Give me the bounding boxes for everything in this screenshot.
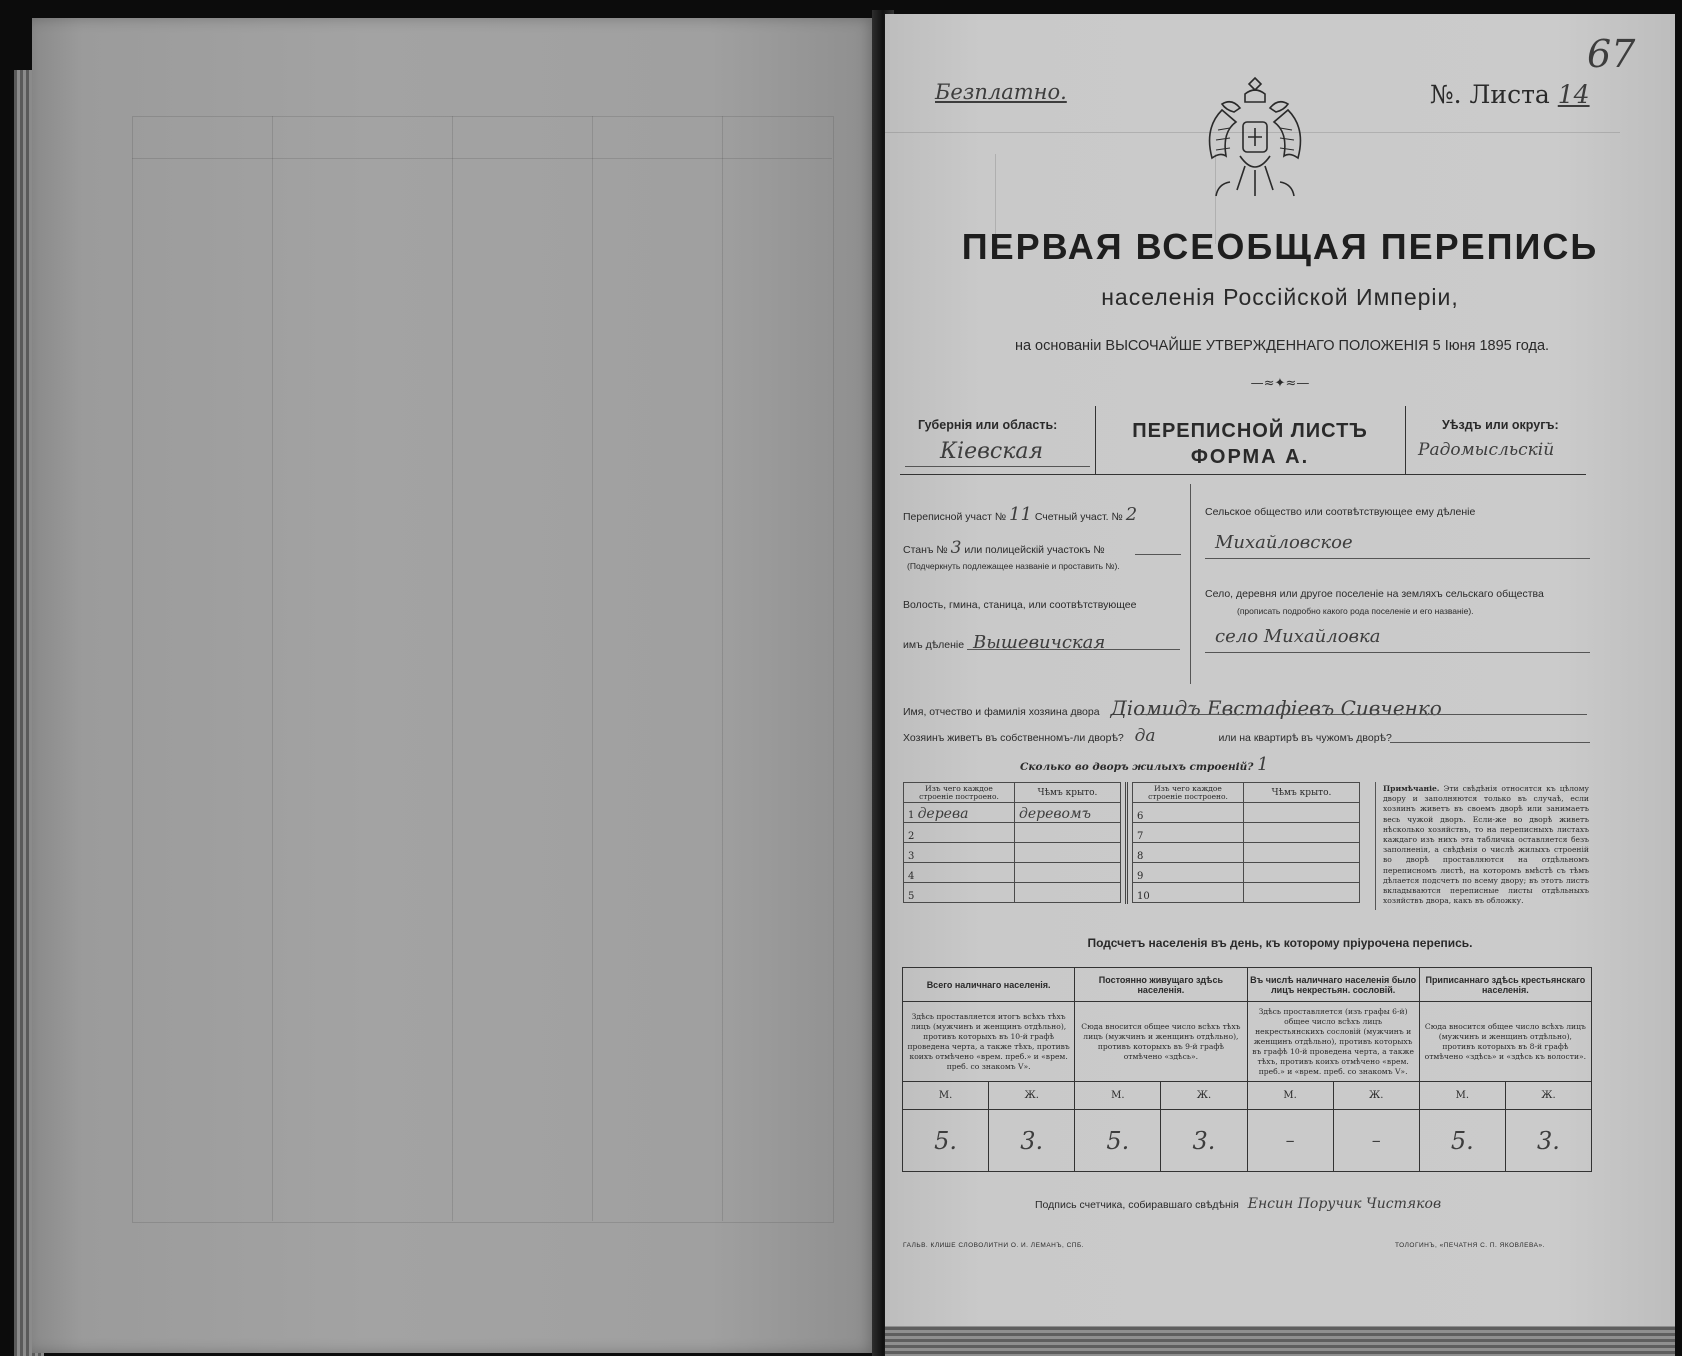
pop-total-male: 5.	[903, 1110, 989, 1172]
imperial-eagle-emblem	[1200, 70, 1310, 210]
col-material-header: Изъ чего каждое строеніе построено.	[904, 783, 1015, 803]
form-name: ФОРМА А.	[1190, 446, 1310, 468]
female-label: Ж.	[1161, 1082, 1247, 1110]
female-label: Ж.	[1333, 1082, 1419, 1110]
sheet-number-label: №. Листа	[1430, 80, 1550, 109]
population-title: Подсчетъ населенія въ день, къ которому пріурочена перепись.	[1087, 936, 1473, 950]
pop-total-female: 3.	[989, 1110, 1075, 1172]
pop-peasant-male: 5.	[1419, 1110, 1505, 1172]
title-ornament: —≈✦≈—	[1250, 376, 1310, 391]
table-row: 6	[1133, 803, 1360, 823]
table-row: 10	[1133, 883, 1360, 903]
printer-imprint-right: ТОЛОГИНЪ, «ПЕЧАТНЯ С. П. ЯКОВЛЕВА».	[1395, 1242, 1545, 1249]
guberniya-label: Губернія или область:	[918, 418, 1058, 432]
table-row: 1 дерева деревомъ	[904, 803, 1121, 823]
uyezd-label: Уѣздъ или округъ:	[1442, 418, 1559, 432]
census-district-field: Переписной участ № 11 Счетный участ. № 2	[903, 504, 1138, 525]
left-page	[32, 18, 878, 1353]
own-house-field: Хозяинъ живетъ въ собственномъ-ли дворѣ? да или на квартирѣ въ чужомъ дворѣ?	[903, 726, 1392, 746]
volost-label: Волость, гмина, станица, или соотвѣтствующее	[903, 599, 1137, 611]
uyezd-value: Радомысльскій	[1418, 440, 1555, 460]
col-material-header-2: Изъ чего каждое строеніе построено.	[1133, 783, 1244, 803]
sheet-number	[1430, 80, 1590, 109]
village-value: село Михайловка	[1215, 626, 1381, 647]
page-title: ПЕРВАЯ ВСЕОБЩАЯ ПЕРЕПИСЬ	[961, 226, 1599, 267]
table-row: 4	[904, 863, 1121, 883]
male-label: М.	[1419, 1082, 1505, 1110]
buildings-table-right	[1132, 782, 1360, 903]
table-row: 7	[1133, 823, 1360, 843]
pop-col-1-desc: Здѣсь проставляется итогъ всѣхъ тѣхъ лицъ (мужчинъ и женщинъ отдѣльно), противъ которыхъ въ 10-й графѣ проведена черта, а также тѣхъ, противъ коихъ отмѣчено «врем. преб.» и «врем. преб. со знакомъ V».	[903, 1002, 1075, 1082]
female-label: Ж.	[989, 1082, 1075, 1110]
pop-nonpeasant-female: –	[1333, 1110, 1419, 1172]
guberniya-value: Кіевская	[940, 439, 1044, 464]
rural-society-label: Сельское общество или соотвѣтствующее ему дѣленіе	[1205, 506, 1476, 518]
uyezd-box	[1405, 406, 1586, 475]
buildings-note: Примѣчаніе. Эти свѣдѣнія относятся къ цѣлому двору и заполняются только въ случаѣ, если хозяинъ живетъ въ своемъ дворѣ или занимаетъ весь чужой дворъ. Если-же во дворѣ живетъ нѣсколько хозяйствъ, то на переписныхъ листахъ каждаго изъ нихъ эта табличка оставляется безъ заполненія, а свѣдѣнія о числѣ жилыхъ строеній во дворѣ проставляются на отдѣльномъ переписномъ листѣ, на которомъ вмѣстѣ съ тѣмъ дѣлается подсчетъ по всему двору; въ этотъ листъ вкладываются переписные листы отдѣльныхъ хозяйствъ двора, какъ въ обложку.	[1383, 784, 1589, 906]
population-table	[902, 967, 1592, 1172]
stan-field: Станъ № 3 или полицейскій участокъ №	[903, 538, 1105, 558]
male-label: М.	[1247, 1082, 1333, 1110]
printer-imprint-left: ГАЛЬВ. КЛИШЕ СЛОВОЛИТНИ О. И. ЛЕМАНЪ, СПБ.	[903, 1242, 1085, 1249]
pop-col-2-desc: Сюда вносится общее число всѣхъ тѣхъ лицъ (мужчинъ и женщинъ отдѣльно), противъ которыхъ въ 9-й графѣ отмѣчено «здѣсь».	[1075, 1002, 1247, 1082]
volost-field: имъ дѣленіе Вышевичская	[903, 632, 1106, 653]
pop-col-1-header: Всего наличнаго населенія.	[903, 968, 1075, 1002]
form-title: ПЕРЕПИСНОЙ ЛИСТЪ	[1132, 420, 1368, 442]
pop-col-3-header: Въ числѣ наличнаго населенія было лицъ некрестьян. сословій.	[1247, 968, 1419, 1002]
owner-field: Имя, отчество и фамилія хозяина двора Діомидъ Евстафіевъ Сивченко	[903, 696, 1442, 720]
rural-society-value: Михайловское	[1215, 532, 1353, 553]
buildings-count-field: Сколько во дворъ жилыхъ строеній? 1	[1020, 754, 1269, 775]
page-subtitle: населенія Россійской Имперіи,	[1101, 284, 1459, 310]
col-roof-header-2: Чѣмъ крыто.	[1244, 783, 1360, 803]
male-label: М.	[903, 1082, 989, 1110]
archive-page-number: 67	[1587, 32, 1636, 76]
table-row: 3	[904, 843, 1121, 863]
table-row: 5	[904, 883, 1121, 903]
pop-resident-female: 3.	[1161, 1110, 1247, 1172]
table-row: 8	[1133, 843, 1360, 863]
basis-statement: на основаніи ВЫСОЧАЙШЕ УТВЕРЖДЕННАГО ПОЛОЖЕНІЯ 5 Іюня 1895 года.	[1014, 338, 1550, 354]
pop-col-2-header: Постоянно живущаго здѣсь населенія.	[1075, 968, 1247, 1002]
pop-nonpeasant-male: –	[1247, 1110, 1333, 1172]
village-label: Село, деревня или другое поселеніе на земляхъ сельскаго общества	[1205, 588, 1544, 600]
pop-col-4-header: Приписаннаго здѣсь крестьянскаго населенія.	[1419, 968, 1591, 1002]
buildings-table-left	[903, 782, 1121, 903]
table-row: 2	[904, 823, 1121, 843]
table-row: 9	[1133, 863, 1360, 883]
sheet-number-value: 14	[1557, 80, 1590, 109]
pop-col-4-desc: Сюда вносится общее число всѣхъ лицъ (мужчинъ и женщинъ отдѣльно), противъ которыхъ въ 8-й графѣ отмѣчено «здѣсь» и «здѣсь къ волости».	[1419, 1002, 1591, 1082]
pop-col-3-desc: Здѣсь проставляется (изъ графы 6-й) общее число всѣхъ лицъ некрестьянскихъ сословій (мужчинъ и женщинъ отдѣльно), противъ которыхъ въ графѣ 10-й проведена черта, а также тѣхъ, противъ коихъ отмѣчено «врем. преб.» и «врем. преб. со знакомъ V».	[1247, 1002, 1419, 1082]
form-title-box	[1095, 406, 1405, 475]
female-label: Ж.	[1505, 1082, 1591, 1110]
col-roof-header: Чѣмъ крыто.	[1015, 783, 1121, 803]
census-form-page	[885, 14, 1675, 1326]
pop-resident-male: 5.	[1075, 1110, 1161, 1172]
guberniya-box	[900, 406, 1096, 475]
signature-field: Подпись счетчика, собиравшаго свѣдѣнія Енсин Поручик Чистяков	[1035, 1196, 1442, 1212]
underline-note: (Подчеркнуть подлежащее названіе и проставить №).	[907, 561, 1120, 571]
pop-peasant-female: 3.	[1505, 1110, 1591, 1172]
village-note: (прописать подробно какого рода поселеніе и его названіе).	[1237, 606, 1474, 616]
free-label: Безплатно.	[935, 80, 1067, 104]
male-label: М.	[1075, 1082, 1161, 1110]
